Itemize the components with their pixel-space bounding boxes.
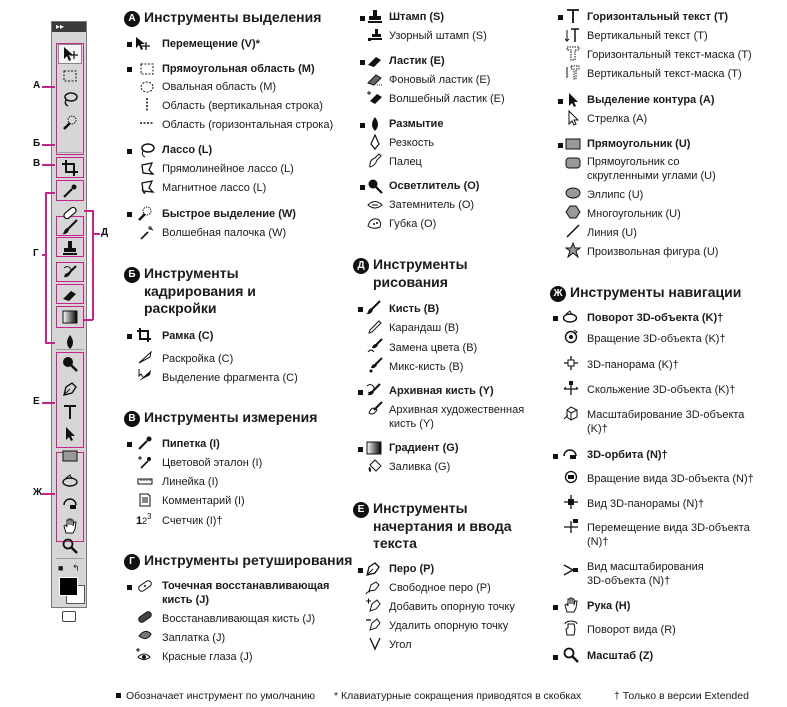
default-marker	[127, 334, 132, 339]
crop-icon	[61, 159, 79, 177]
item-rotate-view: Поворот вида (R)	[587, 624, 676, 636]
section-g-title: Г Инструменты ретуширования	[124, 552, 352, 570]
color-replacement-icon	[367, 338, 383, 354]
item-paint-bucket: Заливка (G)	[389, 461, 451, 473]
pointer-line-zh	[42, 493, 55, 495]
pen-icon	[365, 561, 381, 577]
item-hand: Рука (H)	[587, 600, 631, 612]
magic-eraser-icon	[367, 89, 383, 105]
item-cam-walk: Перемещение вида 3D-объекта	[587, 522, 750, 534]
item-brush: Кисть (B)	[389, 303, 440, 315]
rectangle-icon	[61, 447, 79, 465]
foreground-color-swatch[interactable]	[59, 577, 78, 596]
path-selection-icon	[565, 92, 581, 108]
vertical-type-icon	[565, 27, 581, 43]
item-line: Линия (U)	[587, 227, 637, 239]
default-marker	[558, 15, 563, 20]
footer-shortcuts-note: * Клавиатурные сокращения приводятся в скобках	[334, 690, 582, 702]
quick-selection-icon	[137, 205, 153, 221]
item-red-eye: Красные глаза (J)	[162, 651, 253, 663]
ellipse-icon	[565, 185, 581, 201]
item-patch: Заплатка (J)	[162, 632, 226, 644]
3d-camera-zoom-icon	[563, 562, 579, 578]
default-marker	[127, 42, 132, 47]
item-sponge: Губка (O)	[389, 218, 437, 230]
section-v-title: В Инструменты измерения	[124, 409, 317, 427]
item-obj-roll: Вращение 3D-объекта (K)†	[587, 333, 726, 345]
single-column-marquee-icon	[139, 97, 155, 113]
item-sharpen: Резкость	[389, 137, 435, 149]
item-h-type: Горизонтальный текст (T)	[587, 11, 729, 23]
item-blur: Размытие	[389, 118, 444, 130]
item-del-anchor: Удалить опорную точку	[389, 620, 509, 632]
hand-icon	[61, 517, 79, 535]
item-slice-sel: Выделение фрагмента (C)	[162, 372, 298, 384]
dodge-icon	[61, 355, 79, 373]
default-marker	[358, 307, 363, 312]
bracket-g-tick	[45, 192, 55, 194]
item-eyedropper: Пипетка (I)	[162, 438, 220, 450]
item-smudge: Палец	[389, 156, 422, 168]
crop-tool[interactable]	[58, 158, 82, 178]
default-marker	[553, 454, 558, 459]
healing-brush-icon	[137, 609, 153, 625]
bracket-d-tick	[93, 233, 100, 235]
item-spot-heal-line2: кисть (J)	[162, 594, 210, 606]
lasso-icon	[139, 142, 155, 158]
stamp-icon	[367, 9, 383, 25]
item-color-replace: Замена цвета (B)	[389, 342, 478, 354]
eyedropper-tool[interactable]	[58, 181, 82, 201]
svg-text:1: 1	[136, 515, 143, 527]
item-add-anchor: Добавить опорную точку	[389, 601, 515, 613]
pointer-line-a	[42, 86, 55, 88]
gradient-icon	[61, 308, 79, 326]
item-stamp: Штамп (S)	[389, 11, 445, 23]
sharpen-icon	[367, 134, 383, 150]
pen-icon	[61, 380, 79, 398]
item-v-type-mask: Вертикальный текст-маска (T)	[587, 68, 742, 80]
svg-text:2: 2	[142, 516, 148, 526]
item-h-type-mask: Горизонтальный текст-маска (T)	[587, 49, 752, 61]
default-marker	[358, 568, 363, 573]
item-path-sel: Выделение контура (A)	[587, 94, 715, 106]
ruler-icon	[137, 473, 153, 489]
red-eye-icon	[135, 647, 151, 663]
type-icon	[61, 403, 79, 421]
pen-tool[interactable]	[58, 379, 82, 399]
item-cam-zoom-line2: 3D-объекта (N)†	[587, 575, 671, 587]
section-b-title: Б Инструменты кадрирования и раскройки	[124, 265, 256, 317]
3d-rotate-tool[interactable]	[58, 472, 82, 492]
item-round-rect: Прямоугольник со	[587, 156, 680, 168]
default-marker	[360, 185, 365, 190]
rectangle-icon	[565, 136, 581, 152]
default-marker	[127, 67, 132, 72]
default-marker	[558, 99, 563, 104]
item-ruler: Линейка (I)	[162, 476, 219, 488]
zoom-icon	[61, 537, 79, 555]
horizontal-type-mask-icon	[565, 45, 581, 61]
blur-icon	[367, 116, 383, 132]
eraser-icon	[367, 53, 383, 69]
item-mag-lasso: Магнитное лассо (L)	[162, 182, 267, 194]
lasso-icon	[61, 90, 79, 108]
side-label-e: Е	[33, 396, 40, 407]
color-sampler-icon	[137, 454, 153, 470]
add-anchor-point-icon	[365, 597, 381, 613]
item-gradient: Градиент (G)	[389, 442, 459, 454]
gradient-icon	[366, 440, 382, 456]
path-selection-icon	[61, 425, 79, 443]
eraser-tool[interactable]	[58, 285, 82, 305]
default-marker	[360, 123, 365, 128]
item-bg-eraser: Фоновый ластик (E)	[389, 74, 491, 86]
hand-tool[interactable]	[58, 516, 82, 536]
item-count: Счетчик (I)†	[162, 515, 223, 527]
delete-anchor-point-icon	[365, 616, 381, 632]
bracket-d-tick	[84, 210, 93, 212]
dodge-icon	[367, 178, 383, 194]
bracket-g-tick	[42, 254, 46, 256]
item-pencil: Карандаш (B)	[389, 322, 459, 334]
patch-icon	[137, 628, 153, 644]
move-icon	[61, 45, 79, 63]
default-marker	[116, 693, 121, 698]
side-label-b: Б	[33, 138, 41, 149]
mixer-brush-icon	[367, 357, 383, 373]
item-orbit: 3D-орбита (N)†	[587, 449, 668, 461]
item-art-history-line2: кисть (Y)	[389, 418, 434, 430]
default-marker	[553, 316, 558, 321]
toolbar-separator	[56, 152, 84, 153]
bracket-g	[45, 192, 47, 344]
item-move: Перемещение (V)*	[162, 38, 260, 50]
quick-selection-icon	[61, 113, 79, 131]
path-selection-tool[interactable]	[58, 424, 82, 444]
slice-select-icon	[137, 367, 153, 383]
item-ellipse: Эллипс (U)	[587, 189, 644, 201]
default-marker	[127, 212, 132, 217]
section-zh-title: Ж Инструменты навигации	[550, 284, 741, 302]
polygonal-lasso-icon	[139, 161, 155, 177]
oval-marquee-icon	[139, 79, 155, 95]
item-convert-point: Угол	[389, 639, 412, 651]
swap-colors-icon[interactable]: ↰	[72, 563, 80, 573]
rect-marquee-icon	[61, 67, 79, 85]
3d-camera-walk-icon	[563, 518, 579, 534]
rounded-rectangle-icon	[565, 155, 581, 171]
item-magic-wand: Волшебная палочка (W)	[162, 227, 287, 239]
section-d-title: Д Инструменты рисования	[353, 256, 468, 291]
item-col-marquee: Область (вертикальная строка)	[162, 100, 323, 112]
eyedropper-icon	[137, 435, 153, 451]
bracket-d	[92, 210, 94, 320]
pattern-stamp-icon	[367, 28, 383, 44]
item-history-brush: Архивная кисть (Y)	[389, 385, 494, 397]
3d-camera-pan-icon	[563, 494, 579, 510]
default-marker	[553, 605, 558, 610]
art-history-brush-icon	[367, 401, 383, 417]
pointer-line-v	[42, 164, 55, 166]
brush-icon	[61, 218, 79, 236]
default-colors-icon[interactable]: ■	[58, 563, 64, 573]
pencil-icon	[367, 319, 383, 335]
item-obj-pan: 3D-панорама (K)†	[587, 359, 679, 371]
note-icon	[137, 492, 153, 508]
lasso-tool[interactable]	[58, 89, 82, 109]
history-brush-icon	[61, 264, 79, 282]
rotate-view-icon	[563, 620, 579, 636]
footer-default-note: Обозначает инструмент по умолчанию	[126, 690, 315, 702]
item-freeform-pen: Свободное перо (P)	[389, 582, 491, 594]
item-obj-scale: Масштабирование 3D-объекта	[587, 409, 745, 421]
item-slice: Раскройка (C)	[162, 353, 234, 365]
side-label-v: В	[33, 158, 41, 169]
item-custom-shape: Произвольная фигура (U)	[587, 246, 719, 258]
rect-marquee-icon	[139, 61, 155, 77]
pointer-line-e	[42, 402, 55, 404]
toolbar-separator	[56, 349, 84, 350]
section-e-title: Е Инструменты начертания и ввода текста	[353, 500, 512, 552]
3d-pan-icon	[563, 355, 579, 371]
item-zoom: Масштаб (Z)	[587, 650, 654, 662]
item-rect-marquee: Прямоугольная область (M)	[162, 63, 315, 75]
3d-slide-icon	[563, 380, 579, 396]
horizontal-type-icon	[565, 8, 581, 24]
item-obj-rotate: Поворот 3D-объекта (K)†	[587, 312, 724, 324]
item-cam-walk-line2: (N)†	[587, 536, 609, 548]
crop-icon	[136, 327, 152, 343]
line-icon	[565, 223, 581, 239]
item-pen: Перо (P)	[389, 563, 435, 575]
count-icon	[136, 511, 152, 527]
item-art-history: Архивная художественная	[389, 404, 525, 416]
zoom-icon	[563, 647, 579, 663]
default-marker	[358, 447, 363, 452]
item-note: Комментарий (I)	[162, 495, 245, 507]
item-eraser: Ластик (E)	[389, 55, 445, 67]
single-row-marquee-icon	[139, 115, 155, 131]
rectangle-tool[interactable]	[58, 446, 82, 466]
3d-rotate-icon	[562, 309, 578, 325]
hand-icon	[563, 597, 579, 613]
item-poly-lasso: Прямолинейное лассо (L)	[162, 163, 294, 175]
rect-marquee-tool[interactable]	[58, 66, 82, 86]
sponge-icon	[367, 215, 383, 231]
side-label-a: А	[33, 80, 41, 91]
brush-tool[interactable]	[58, 217, 82, 237]
3d-orbit-icon	[562, 446, 578, 462]
history-brush-tool[interactable]	[58, 263, 82, 283]
move-tool[interactable]	[58, 44, 82, 64]
default-marker	[127, 442, 132, 447]
3d-camera-roll-icon	[563, 469, 579, 485]
item-burn: Затемнитель (O)	[389, 199, 475, 211]
svg-text:3: 3	[147, 512, 152, 521]
item-magic-eraser: Волшебный ластик (E)	[389, 93, 505, 105]
vertical-type-mask-icon	[565, 64, 581, 80]
3d-orbit-tool[interactable]	[58, 494, 82, 514]
paint-bucket-icon	[367, 458, 383, 474]
default-marker	[553, 655, 558, 660]
eraser-icon	[61, 286, 79, 304]
item-polygon: Многоугольник (U)	[587, 208, 681, 220]
item-color-sampler: Цветовой эталон (I)	[162, 457, 263, 469]
tools-panel-header[interactable]: ▸▸	[52, 22, 86, 32]
3d-orbit-icon	[61, 495, 79, 513]
item-pattern-stamp: Узорный штамп (S)	[389, 30, 487, 42]
direct-selection-icon	[565, 110, 581, 126]
item-obj-scale-line2: (K)†	[587, 423, 608, 435]
item-round-rect-line2: скругленными углами (U)	[587, 170, 716, 182]
item-v-type: Вертикальный текст (T)	[587, 30, 708, 42]
slice-icon	[137, 349, 153, 365]
clone-stamp-tool[interactable]	[58, 238, 82, 258]
side-label-zh: Ж	[33, 487, 43, 498]
dodge-tool[interactable]	[58, 354, 82, 374]
quick-selection-tool[interactable]	[58, 112, 82, 132]
item-heal: Восстанавливающая кисть (J)	[162, 613, 316, 625]
side-label-d: Д	[101, 227, 109, 238]
default-marker	[358, 390, 363, 395]
custom-shape-icon	[565, 242, 581, 258]
item-obj-slide: Скольжение 3D-объекта (K)†	[587, 384, 736, 396]
magic-wand-icon	[139, 224, 155, 240]
item-quick-sel: Быстрое выделение (W)	[162, 208, 296, 220]
gradient-tool[interactable]	[58, 307, 82, 327]
side-label-g: Г	[33, 248, 39, 259]
brush-icon	[365, 300, 381, 316]
item-crop: Рамка (C)	[162, 330, 214, 342]
item-direct-sel: Стрелка (A)	[587, 113, 648, 125]
default-marker	[360, 16, 365, 21]
zoom-tool[interactable]	[58, 536, 82, 556]
pointer-line-b	[42, 144, 55, 146]
default-marker	[360, 60, 365, 65]
footer-extended-note: † Только в версии Extended	[614, 690, 749, 702]
quick-mask-icon[interactable]	[62, 611, 76, 622]
bracket-d-tick	[84, 319, 93, 321]
eyedropper-icon	[61, 182, 79, 200]
tools-panel	[51, 21, 87, 608]
burn-icon	[367, 196, 383, 212]
background-eraser-icon	[367, 71, 383, 87]
move-icon	[134, 36, 150, 52]
item-rectangle: Прямоугольник (U)	[587, 138, 691, 150]
item-oval-marquee: Овальная область (M)	[162, 81, 277, 93]
convert-point-icon	[367, 635, 383, 651]
type-tool[interactable]	[58, 402, 82, 422]
3d-scale-icon	[563, 405, 579, 421]
history-brush-icon	[365, 383, 381, 399]
3d-rotate-icon	[61, 473, 79, 491]
spot-healing-icon	[137, 578, 153, 594]
magnetic-lasso-icon	[139, 179, 155, 195]
freeform-pen-icon	[365, 579, 381, 595]
item-cam-pan: Вид 3D-панорамы (N)†	[587, 498, 705, 510]
item-dodge: Осветлитель (O)	[389, 180, 480, 192]
default-marker	[127, 585, 132, 590]
polygon-icon	[565, 204, 581, 220]
item-mixer: Микс-кисть (B)	[389, 361, 464, 373]
stamp-icon	[61, 239, 79, 257]
item-spot-heal: Точечная восстанавливающая	[162, 580, 330, 592]
section-a-title: А Инструменты выделения	[124, 9, 321, 27]
default-marker	[127, 149, 132, 154]
default-marker	[558, 143, 563, 148]
item-row-marquee: Область (горизонтальная строка)	[162, 119, 334, 131]
item-cam-zoom: Вид масштабирования	[587, 561, 704, 573]
bracket-g-tick	[45, 342, 55, 344]
3d-roll-icon	[563, 329, 579, 345]
item-lasso: Лассо (L)	[162, 144, 213, 156]
item-cam-roll: Вращение вида 3D-объекта (N)†	[587, 473, 754, 485]
toolbar-separator	[56, 558, 84, 559]
smudge-icon	[367, 152, 383, 168]
